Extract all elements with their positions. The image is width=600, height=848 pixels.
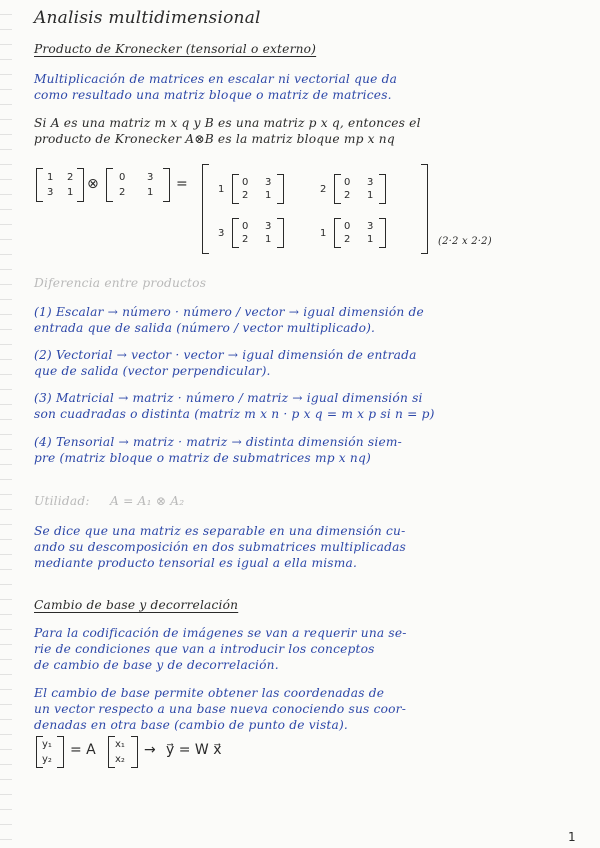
sub-cell: 0	[242, 221, 249, 232]
sub-cell: 2	[344, 190, 351, 201]
basis-para1-line-2: rie de condiciones que van a introducir los conceptos	[34, 642, 375, 656]
size-note: (2·2 x 2·2)	[438, 236, 492, 247]
basis-para2-line-2: un vector respecto a una base nueva conociendo sus coor-	[34, 702, 407, 716]
matrix-b-cell: 3	[147, 172, 154, 183]
kronecker-def-2: producto de Kronecker A⊗B es la matriz bloque mp x nq	[34, 132, 395, 146]
matrix-a	[36, 168, 84, 202]
difference-item-1-line-1: (1) Escalar → número · número / vector → igual dimensión de	[34, 305, 424, 319]
vector-y-cell: y₂	[42, 754, 52, 765]
basis-para2-line-1: El cambio de base permite obtener las coordenadas de	[34, 686, 385, 700]
difference-item-3-line-2: son cuadradas o distinta (matriz m x n · p x q = m x p si n = p)	[34, 407, 435, 421]
sub-cell: 0	[344, 177, 351, 188]
block-coef: 2	[320, 184, 327, 195]
utility-line-3: mediante producto tensorial es igual a ella misma.	[34, 556, 358, 570]
page-title: Analisis multidimensional	[34, 8, 261, 28]
matrix-b-cell: 1	[147, 187, 154, 198]
basis-para2-line-3: denadas en otra base (cambio de punto de vista).	[34, 718, 349, 732]
vector-x	[108, 736, 138, 768]
kronecker-line-1: Multiplicación de matrices en escalar ni vectorial que da	[34, 72, 398, 86]
matrix-a-cell: 3	[47, 187, 54, 198]
formula-arrow: →	[144, 742, 156, 758]
sub-cell: 1	[265, 234, 272, 245]
basis-para1-line-1: Para la codificación de imágenes se van a requerir una se-	[34, 626, 407, 640]
basis-para1-line-3: de cambio de base y de decorrelación.	[34, 658, 279, 672]
sub-cell: 0	[344, 221, 351, 232]
vector-y-cell: y₁	[42, 739, 52, 750]
sub-cell: 2	[344, 234, 351, 245]
matrix-a-cell: 2	[67, 172, 74, 183]
sub-cell: 2	[242, 190, 249, 201]
utility-line-2: ando su descomposición en dos submatrices multiplicadas	[34, 540, 407, 554]
differences-heading: Diferencia entre productos	[34, 276, 207, 290]
sub-matrix	[232, 174, 284, 204]
matrix-b-cell: 2	[119, 187, 126, 198]
sub-cell: 3	[265, 221, 272, 232]
kronecker-operator: ⊗	[87, 176, 99, 192]
formula-result: y⃗ = W x⃗	[166, 742, 222, 758]
difference-item-3-line-1: (3) Matricial → matriz · número / matriz → igual dimensión si	[34, 391, 423, 405]
kronecker-def-1: Si A es una matriz m x q y B es una matriz p x q, entonces el	[34, 116, 421, 130]
sub-cell: 2	[242, 234, 249, 245]
sub-cell: 1	[367, 234, 374, 245]
vector-x-cell: x₂	[115, 754, 125, 765]
utility-line-1: Se dice que una matriz es separable en una dimensión cu-	[34, 524, 406, 538]
block-coef: 1	[320, 228, 327, 239]
block-coef: 3	[218, 228, 225, 239]
sub-matrix	[334, 174, 386, 204]
matrix-b	[106, 168, 170, 202]
sub-cell: 1	[265, 190, 272, 201]
block-coef: 1	[218, 184, 225, 195]
vector-y	[36, 736, 64, 768]
difference-item-1-line-2: entrada que de salida (número / vector multiplicado).	[34, 321, 376, 335]
difference-item-4-line-2: pre (matriz bloque o matriz de submatrices mp x nq)	[34, 451, 371, 465]
page-number: 1	[568, 830, 576, 844]
formula-equals-a: = A	[70, 742, 96, 758]
sub-matrix	[232, 218, 284, 248]
sub-cell: 1	[367, 190, 374, 201]
difference-item-4-line-1: (4) Tensorial → matriz · matriz → distinta dimensión siem-	[34, 435, 402, 449]
matrix-a-cell: 1	[47, 172, 54, 183]
sub-matrix	[334, 218, 386, 248]
kronecker-heading: Producto de Kronecker (tensorial o externo)	[34, 42, 317, 56]
basis-heading: Cambio de base y decorrelación	[34, 598, 239, 612]
vector-x-cell: x₁	[115, 739, 125, 750]
sub-cell: 3	[367, 221, 374, 232]
sub-cell: 0	[242, 177, 249, 188]
utility-label: Utilidad:	[34, 494, 90, 508]
matrix-b-cell: 0	[119, 172, 126, 183]
kronecker-line-2: como resultado una matriz bloque o matriz de matrices.	[34, 88, 392, 102]
sub-cell: 3	[265, 177, 272, 188]
notebook-margin	[0, 0, 12, 848]
difference-item-2-line-1: (2) Vectorial → vector · vector → igual dimensión de entrada	[34, 348, 417, 362]
utility-formula: A = A₁ ⊗ A₂	[110, 494, 185, 508]
equals-sign: =	[176, 176, 188, 192]
matrix-a-cell: 1	[67, 187, 74, 198]
sub-cell: 3	[367, 177, 374, 188]
difference-item-2-line-2: que de salida (vector perpendicular).	[34, 364, 271, 378]
